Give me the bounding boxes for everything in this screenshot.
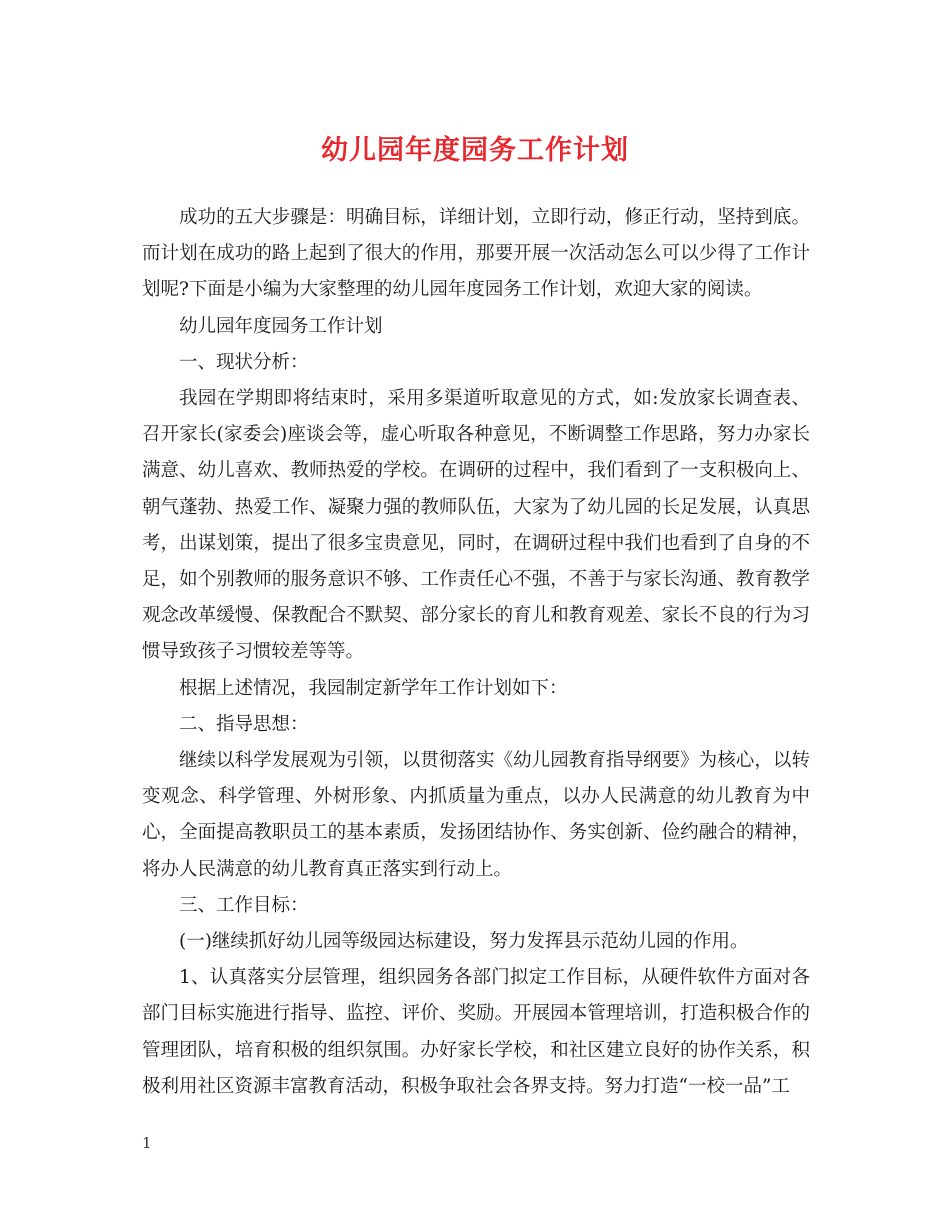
paragraph-goal-1: (一)继续抓好幼儿园等级园达标建设，努力发挥县示范幼儿园的作用。 bbox=[179, 931, 749, 953]
section-heading-guiding: 二、指导思想： bbox=[179, 713, 309, 735]
paragraph-intro: 成功的五大步骤是：明确目标，详细计划，立即行动，修正行动，坚持到底。而计划在成功的路上起到了很大的作用，那要开展一次活动怎么可以少得了工作计划呢?下面是小编为大家整理的幼儿园年度园务工作计划，欢迎大家的阅读。 bbox=[142, 207, 810, 301]
paragraph-plan-intro: 根据上述情况，我园制定新学年工作计划如下： bbox=[179, 677, 568, 699]
paragraph-subtitle: 幼儿园年度园务工作计划 bbox=[179, 315, 383, 337]
paragraph-goal-1-item-1: 1、认真落实分层管理，组织园务各部门拟定工作目标，从硬件软件方面对各部门目标实施进行指导、监控、评价、奖励。开展园本管理培训，打造积极合作的管理团队，培育积极的组织氛围。办好家长学校，和社区建立良好的协作关系，积极利用社区资源丰富教育活动，积极争取社会各界支持。努力打造“一校一品”工 bbox=[142, 967, 810, 1097]
page-number: 1 bbox=[142, 1134, 152, 1152]
document-body bbox=[142, 200, 810, 1105]
paragraph-status-analysis: 我园在学期即将结束时，采用多渠道听取意见的方式，如:发放家长调查表、召开家长(家委会)座谈会等，虚心听取各种意见，不断调整工作思路，努力办家长满意、幼儿喜欢、教师热爱的学校。在调研的过程中，我们看到了一支积极向上、朝气蓬勃、热爱工作、凝聚力强的教师队伍，大家为了幼儿园的长足发展，认真思考，出谋划策，提出了很多宝贵意见，同时，在调研过程中我们也看到了自身的不足，如个别教师的服务意识不够、工作责任心不强，不善于与家长沟通、教育教学观念改革缓慢、保教配合不默契、部分家长的育儿和教育观差、家长不良的行为习惯导致孩子习惯较差等等。 bbox=[142, 388, 810, 663]
document-title: 幼儿园年度园务工作计划 bbox=[321, 135, 629, 166]
paragraph-guiding-thought: 继续以科学发展观为引领，以贯彻落实《幼儿园教育指导纲要》为核心，以转变观念、科学管理、外树形象、内抓质量为重点，以办人民满意的幼儿教育为中心，全面提高教职员工的基本素质，发扬团结协作、务实创新、俭约融合的精神，将办人民满意的幼儿教育真正落实到行动上。 bbox=[142, 750, 810, 880]
section-heading-status: 一、现状分析： bbox=[179, 351, 309, 373]
section-heading-goals: 三、工作目标： bbox=[179, 894, 309, 916]
